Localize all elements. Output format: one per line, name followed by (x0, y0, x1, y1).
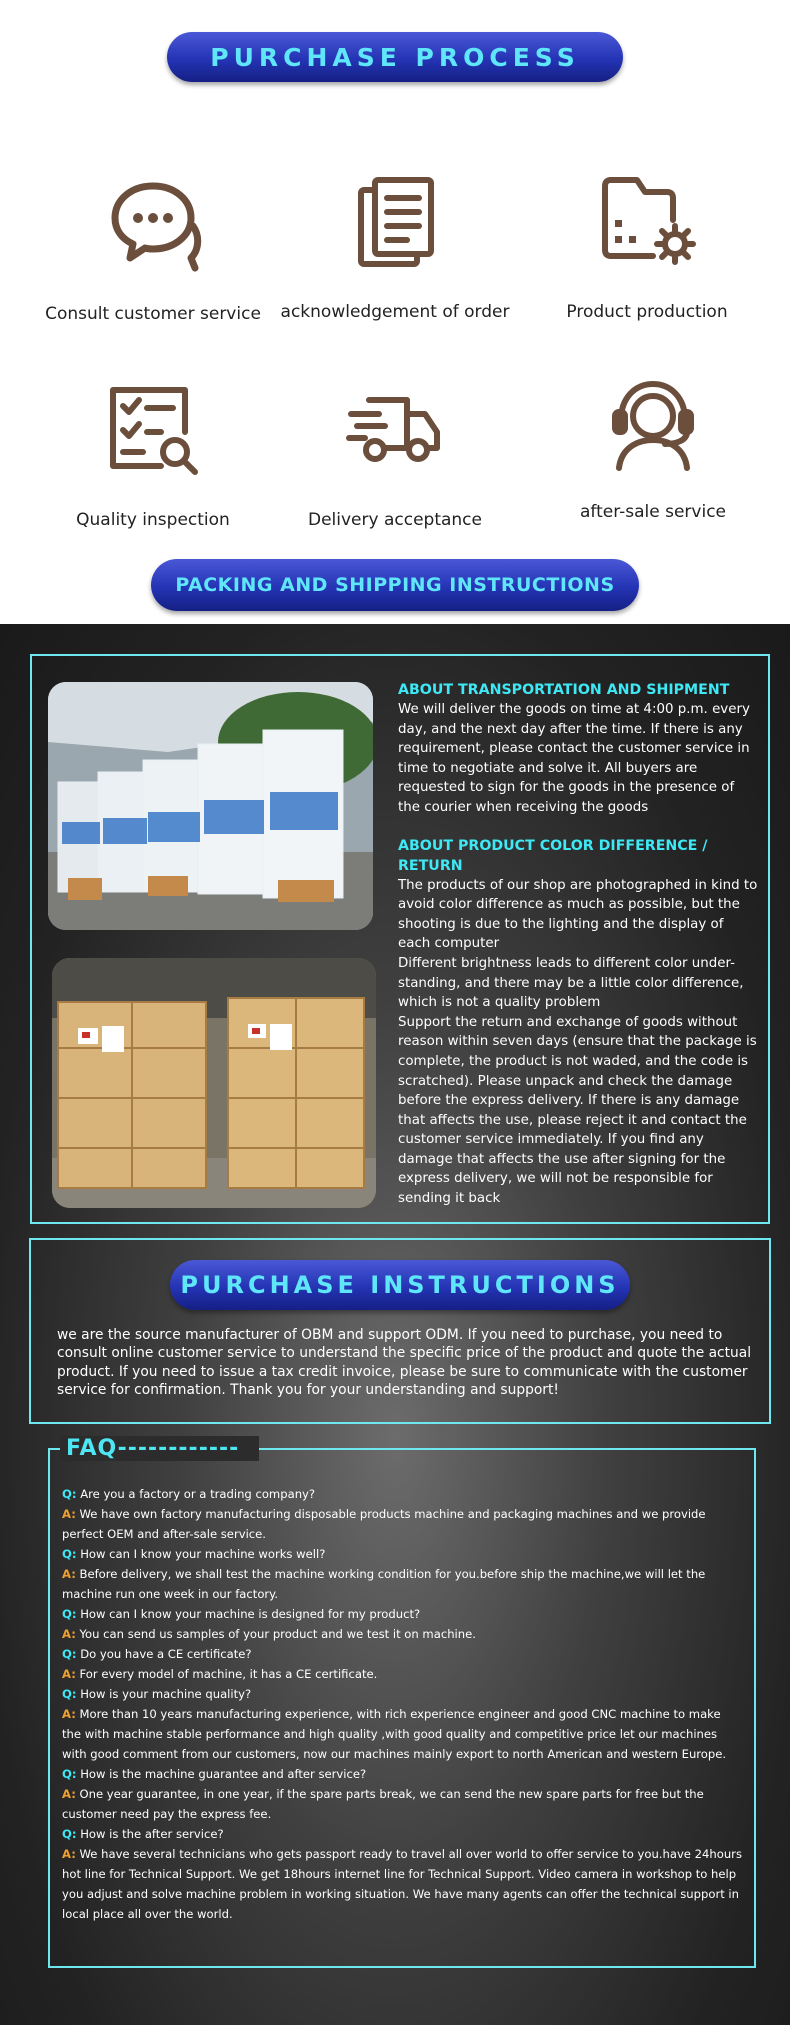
faq-answer (62, 1504, 742, 1544)
info-section (0, 624, 790, 2025)
question-text: How can I know your machine works well? (80, 1547, 326, 1561)
packing-shipping-title: PACKING AND SHIPPING INSTRUCTIONS (151, 559, 639, 611)
wooden-crates-photo (52, 958, 376, 1208)
purchase-instructions-frame (29, 1238, 771, 1424)
delivery-truck-icon (345, 382, 445, 482)
question-marker: Q: (62, 1687, 77, 1701)
step-after-sale (528, 374, 778, 524)
purchase-instructions-body: we are the source manufacturer of OBM and support ODM. If you need to purchase, you need to consult online customer service to understand the specific price of the product and quote the actual product. If you need to issue a tax credit invoice, please be sure to communicate with the customer service for confirmation. Thank you for your understanding and support! (57, 1327, 752, 1399)
question-marker: Q: (62, 1607, 77, 1621)
folder-gear-icon (597, 174, 697, 274)
faq-answer (62, 1624, 742, 1644)
step-delivery (270, 382, 520, 532)
machines-wrapped-photo (48, 682, 373, 930)
answer-text: One year guarantee, in one year, if the spare parts break, we can send the new spare parts for free but the customer need pay the express fee. (62, 1787, 704, 1821)
answer-text: We have own factory manufacturing disposable products machine and packaging machines and we provide perfect OEM and after-sale service. (62, 1507, 706, 1541)
answer-marker: A: (62, 1667, 76, 1681)
question-text: How is your machine quality? (80, 1687, 252, 1701)
step-label: Quality inspection (76, 510, 230, 530)
question-marker: Q: (62, 1827, 77, 1841)
faq-answer (62, 1844, 742, 1924)
answer-text: For every model of machine, it has a CE certificate. (79, 1667, 378, 1681)
answer-text: You can send us samples of your product and we test it on machine. (79, 1627, 476, 1641)
shipping-text-block (398, 680, 758, 1209)
headset-agent-icon (603, 374, 703, 474)
purchase-process-section (0, 0, 790, 624)
answer-marker: A: (62, 1627, 76, 1641)
question-marker: Q: (62, 1647, 77, 1661)
faq-question (62, 1824, 742, 1844)
step-label: Product production (566, 302, 728, 322)
step-production (522, 174, 772, 324)
checklist-magnifier-icon (103, 382, 203, 482)
transport-heading: ABOUT TRANSPORTATION AND SHIPMENT (398, 682, 730, 698)
question-text: How is the machine guarantee and after service? (80, 1767, 367, 1781)
question-marker: Q: (62, 1767, 77, 1781)
step-consult (28, 176, 278, 326)
color-return-body-1: The products of our shop are photographed in kind to avoid color difference as much as possible, but the shooting is due to the lighting and the display of each computer (398, 877, 758, 952)
step-acknowledgement (270, 174, 520, 324)
faq-question (62, 1764, 742, 1784)
faq-question (62, 1484, 742, 1504)
answer-marker: A: (62, 1707, 76, 1721)
documents-icon (345, 174, 445, 274)
answer-text: More than 10 years manufacturing experience, with rich experience engineer and good CNC machine to make the with machine stable performance and high quality ,with good quality and competitive price let our machines with good comment from our customers, now our machines mainly export to north American and western Europe. (62, 1707, 727, 1761)
question-text: How can I know your machine is designed for my product? (80, 1607, 421, 1621)
step-label: after-sale service (579, 502, 727, 522)
answer-marker: A: (62, 1787, 76, 1801)
step-label: Consult customer service (45, 304, 261, 324)
color-return-body-2: Different brightness leads to different color under-standing, and there may be a little color difference, which is not a quality problem (398, 955, 744, 1011)
faq-answer (62, 1784, 742, 1824)
answer-text: Before delivery, we shall test the machine working condition for you.before ship the machine,we will let the machine run one week in our factory. (62, 1567, 706, 1601)
answer-marker: A: (62, 1567, 76, 1581)
answer-marker: A: (62, 1847, 76, 1861)
question-marker: Q: (62, 1487, 77, 1501)
faq-question (62, 1684, 742, 1704)
question-text: Do you have a CE certificate? (80, 1647, 252, 1661)
question-text: Are you a factory or a trading company? (80, 1487, 316, 1501)
faq-answer (62, 1564, 742, 1604)
faq-answer (62, 1664, 742, 1684)
faq-question (62, 1544, 742, 1564)
faq-frame (48, 1436, 756, 1968)
step-label: acknowledgement of order (280, 302, 510, 322)
question-marker: Q: (62, 1547, 77, 1561)
faq-list (62, 1484, 742, 1924)
shipping-frame (30, 654, 770, 1224)
answer-marker: A: (62, 1507, 76, 1521)
purchase-process-title: PURCHASE PROCESS (167, 32, 623, 82)
faq-answer (62, 1704, 742, 1764)
faq-question (62, 1644, 742, 1664)
step-label: Delivery acceptance (308, 510, 482, 530)
answer-text: We have several technicians who gets passport ready to travel all over world to offer service to you.have 24hours hot line for Technical Support. We get 18hours internet line for Technical Support. Video camera in workshop to help you adjust and solve machine problem in working situation. We have many agents can offer the technical support in local place all over the world. (62, 1847, 742, 1921)
faq-title: FAQ------------ (60, 1436, 259, 1461)
transport-body: We will deliver the goods on time at 4:00 p.m. every day, and the next day after the time. If there is any requirement, please contact the customer service in time to negotiate and solve it. All buyers are requested to sign for the goods in the presence of the courier when receiving the goods (398, 702, 750, 815)
purchase-instructions-title: PURCHASE INSTRUCTIONS (170, 1260, 630, 1310)
color-return-heading: ABOUT PRODUCT COLOR DIFFERENCE / RETURN (398, 837, 708, 874)
step-quality (28, 382, 278, 532)
faq-question (62, 1604, 742, 1624)
question-text: How is the after service? (80, 1827, 224, 1841)
color-return-body-3: Support the return and exchange of goods without reason within seven days (ensure that the package is complete, the product is not waded, and the code is scratched). Please unpack and check the damage before the express delivery. If there is any damage that affects the use, please reject it and contact the customer service immediately. If you find any damage that affects the use after signing for the express delivery, we will not be responsible for sending it back (398, 1014, 757, 1207)
chat-bubbles-icon (103, 176, 203, 276)
